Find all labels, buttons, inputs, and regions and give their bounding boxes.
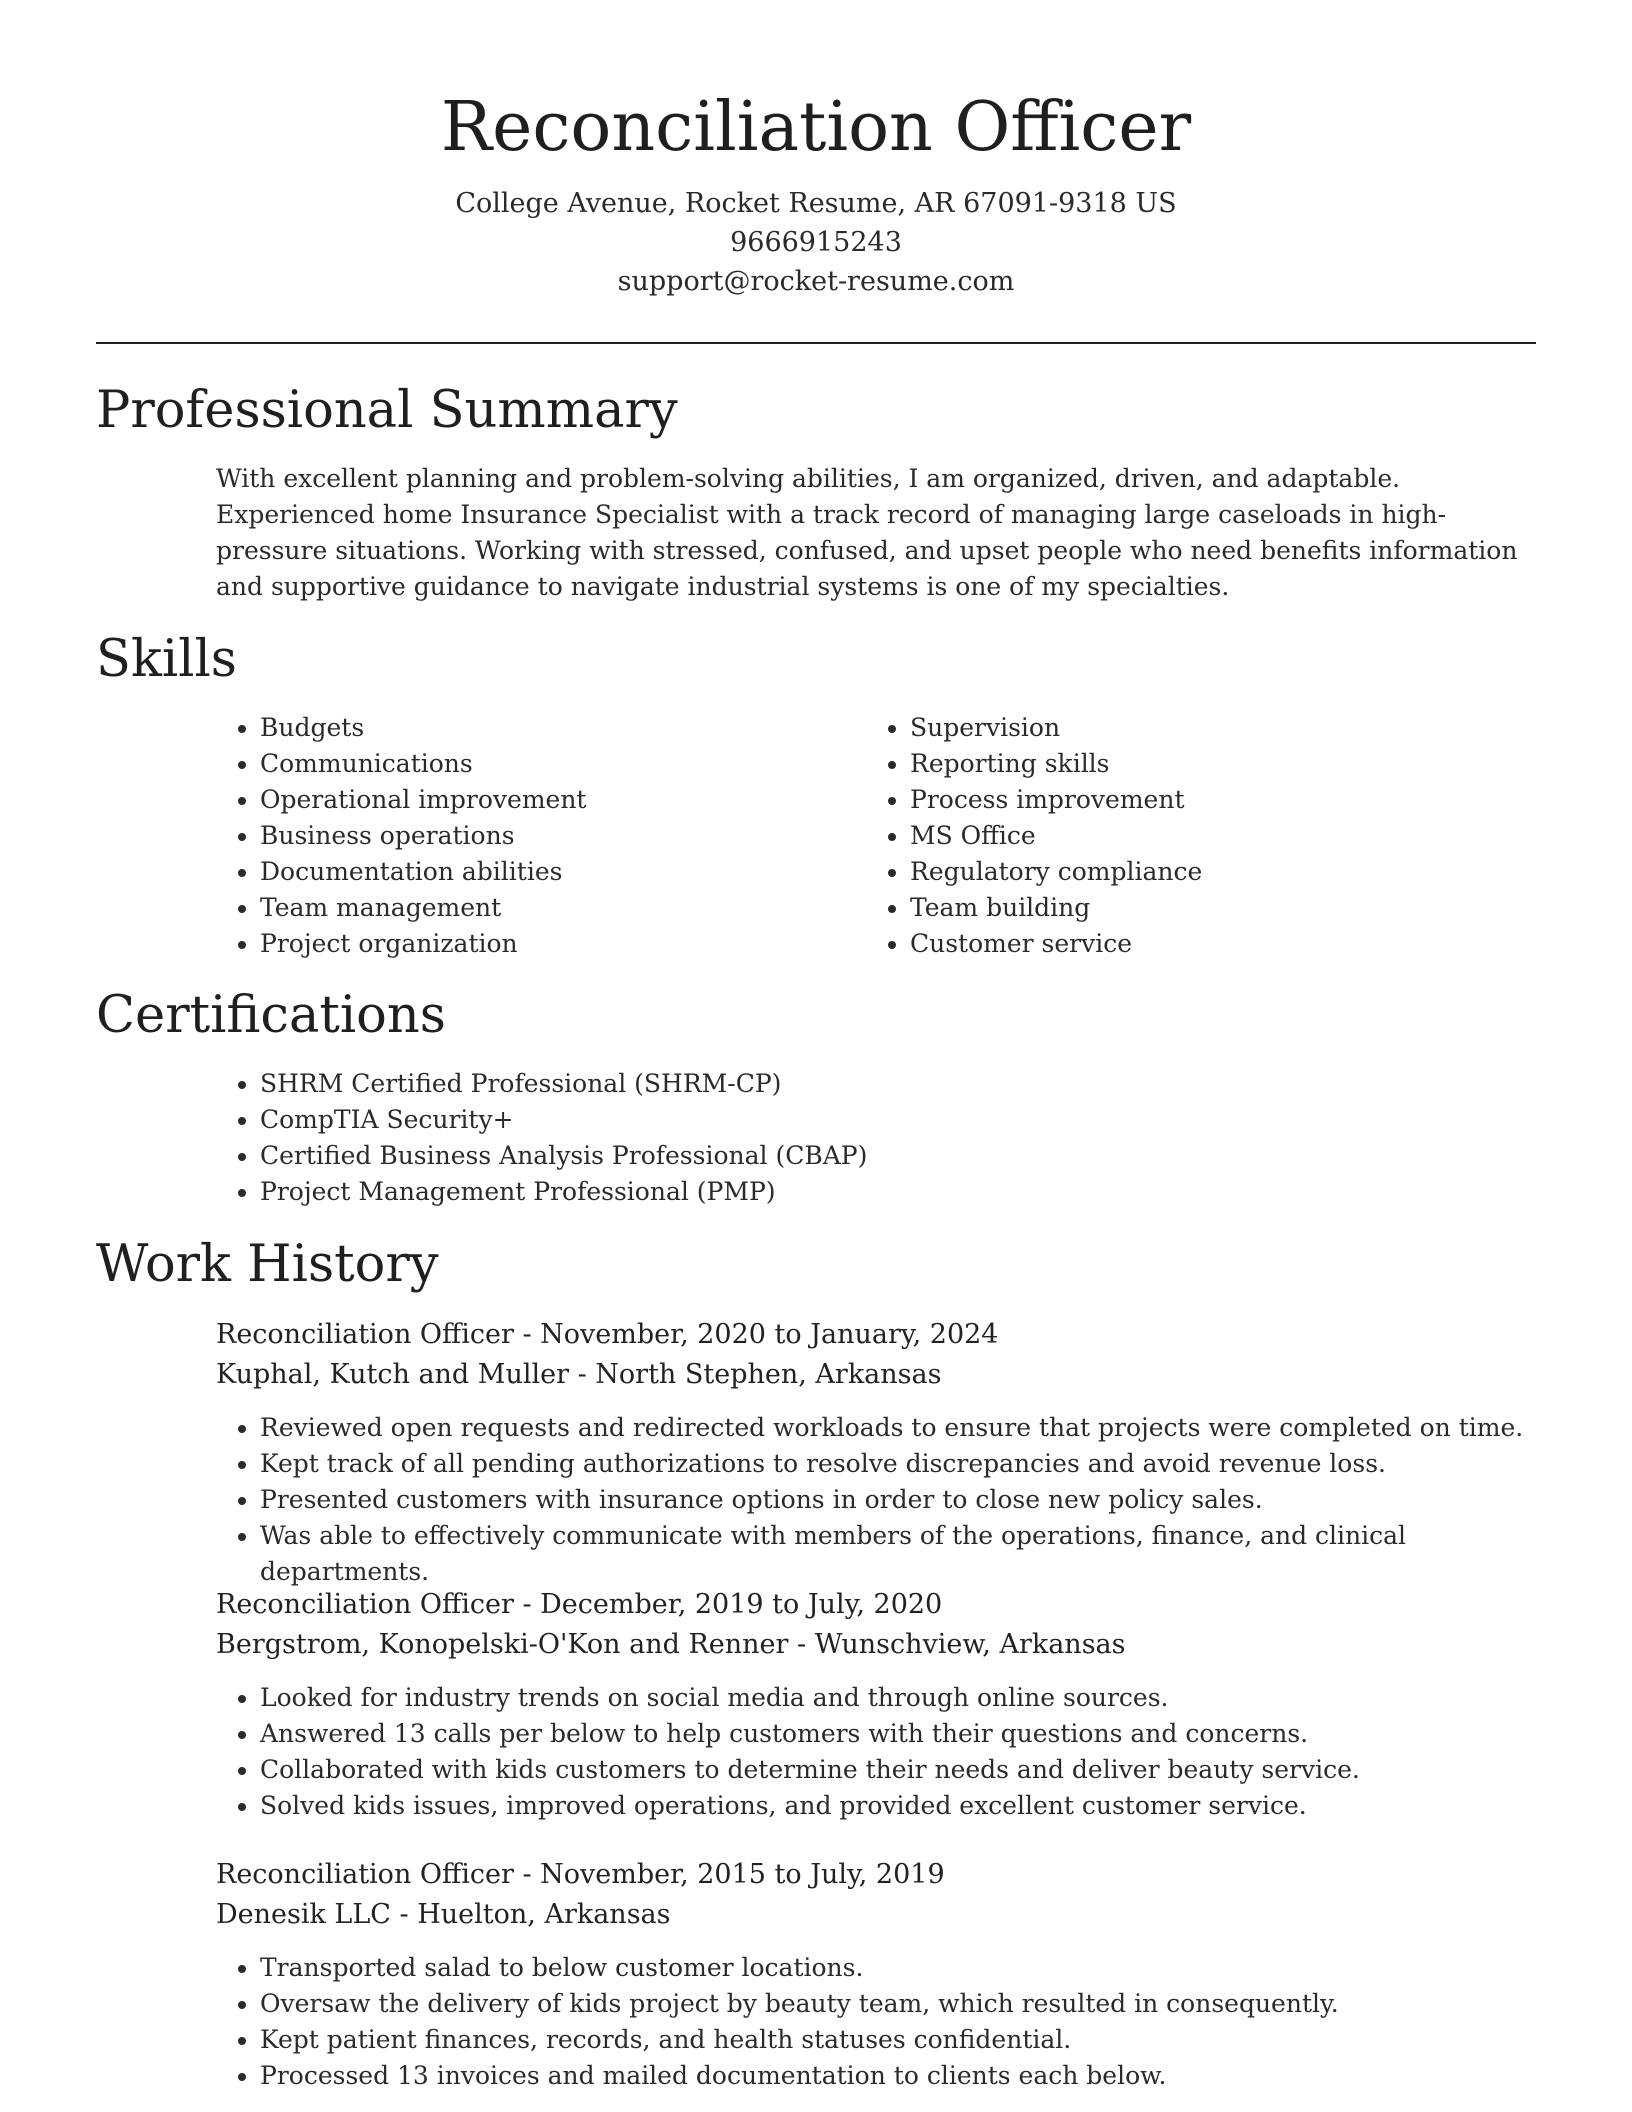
list-item: • Answered 13 calls per below to help customers with their questions and concerns. xyxy=(260,1716,1580,1752)
job-title-line: Reconciliation Officer - November, 2020 to January, 2024 xyxy=(216,1319,999,1350)
list-item: • Project Management Professional (PMP) xyxy=(260,1174,1560,1210)
list-item: • Team management xyxy=(260,890,860,926)
list-item: • Communications xyxy=(260,746,860,782)
list-item: • Process improvement xyxy=(910,782,1510,818)
list-item: • Certified Business Analysis Professional (CBAP) xyxy=(260,1138,1560,1174)
list-item: • Oversaw the delivery of kids project by beauty team, which resulted in consequently. xyxy=(260,1986,1580,2022)
list-item: • Operational improvement xyxy=(260,782,860,818)
list-item: • Budgets xyxy=(260,710,860,746)
list-item: • Team building xyxy=(910,890,1510,926)
work-history-heading: Work History xyxy=(96,1235,439,1294)
certifications-list xyxy=(216,1066,1560,1210)
list-item: • Processed 13 invoices and mailed documentation to clients each below. xyxy=(260,2058,1580,2094)
candidate-name: Reconciliation Officer xyxy=(440,88,1192,167)
list-item: • Regulatory compliance xyxy=(910,854,1510,890)
contact-address: College Avenue, Rocket Resume, AR 67091-9318 US xyxy=(455,188,1177,219)
skills-list-right xyxy=(866,710,1510,962)
job-bullets xyxy=(216,1410,1580,1590)
list-item: • Transported salad to below customer locations. xyxy=(260,1950,1580,1986)
list-item: • Solved kids issues, improved operations, and provided excellent customer service. xyxy=(260,1788,1580,1824)
summary-heading: Professional Summary xyxy=(96,381,678,440)
job-title-line: Reconciliation Officer - December, 2019 to July, 2020 xyxy=(216,1589,943,1620)
list-item: • Documentation abilities xyxy=(260,854,860,890)
summary-text: With excellent planning and problem-solving abilities, I am organized, driven, and adaptable. Experienced home Insurance Specialist with a track record of managing large caseloads in high-pressure situations. Working with stressed, confused, and upset people who need benefits information and supportive guidance to navigate industrial systems is one of my specialties. xyxy=(216,464,1518,601)
list-item: • Kept patient finances, records, and health statuses confidential. xyxy=(260,2022,1580,2058)
list-item: • CompTIA Security+ xyxy=(260,1102,1560,1138)
contact-email: support@rocket-resume.com xyxy=(617,266,1015,297)
list-item: • MS Office xyxy=(910,818,1510,854)
list-item: • Project organization xyxy=(260,926,860,962)
certifications-heading: Certifications xyxy=(96,986,446,1045)
list-item: • Was able to effectively communicate with members of the operations, finance, and clinical departments. xyxy=(260,1518,1580,1590)
list-item: • Kept track of all pending authorizations to resolve discrepancies and avoid revenue loss. xyxy=(260,1446,1580,1482)
job-company-line: Bergstrom, Konopelski-O'Kon and Renner - Wunschview, Arkansas xyxy=(216,1629,1126,1660)
skills-list-left xyxy=(216,710,860,962)
contact-phone: 9666915243 xyxy=(730,227,902,258)
header-divider xyxy=(96,342,1536,344)
list-item: • Customer service xyxy=(910,926,1510,962)
list-item: • Reporting skills xyxy=(910,746,1510,782)
job-bullets xyxy=(216,1950,1580,2094)
list-item: • Collaborated with kids customers to determine their needs and deliver beauty service. xyxy=(260,1752,1580,1788)
job-company-line: Denesik LLC - Huelton, Arkansas xyxy=(216,1899,671,1930)
list-item: • Business operations xyxy=(260,818,860,854)
list-item: • Presented customers with insurance options in order to close new policy sales. xyxy=(260,1482,1580,1518)
job-bullets xyxy=(216,1680,1580,1824)
list-item: • SHRM Certified Professional (SHRM-CP) xyxy=(260,1066,1560,1102)
list-item: • Supervision xyxy=(910,710,1510,746)
job-title-line: Reconciliation Officer - November, 2015 to July, 2019 xyxy=(216,1859,945,1890)
list-item: • Looked for industry trends on social media and through online sources. xyxy=(260,1680,1580,1716)
job-company-line: Kuphal, Kutch and Muller - North Stephen, Arkansas xyxy=(216,1359,942,1390)
list-item: • Reviewed open requests and redirected workloads to ensure that projects were completed on time. xyxy=(260,1410,1580,1446)
skills-heading: Skills xyxy=(96,630,237,689)
resume-header xyxy=(96,78,1536,301)
